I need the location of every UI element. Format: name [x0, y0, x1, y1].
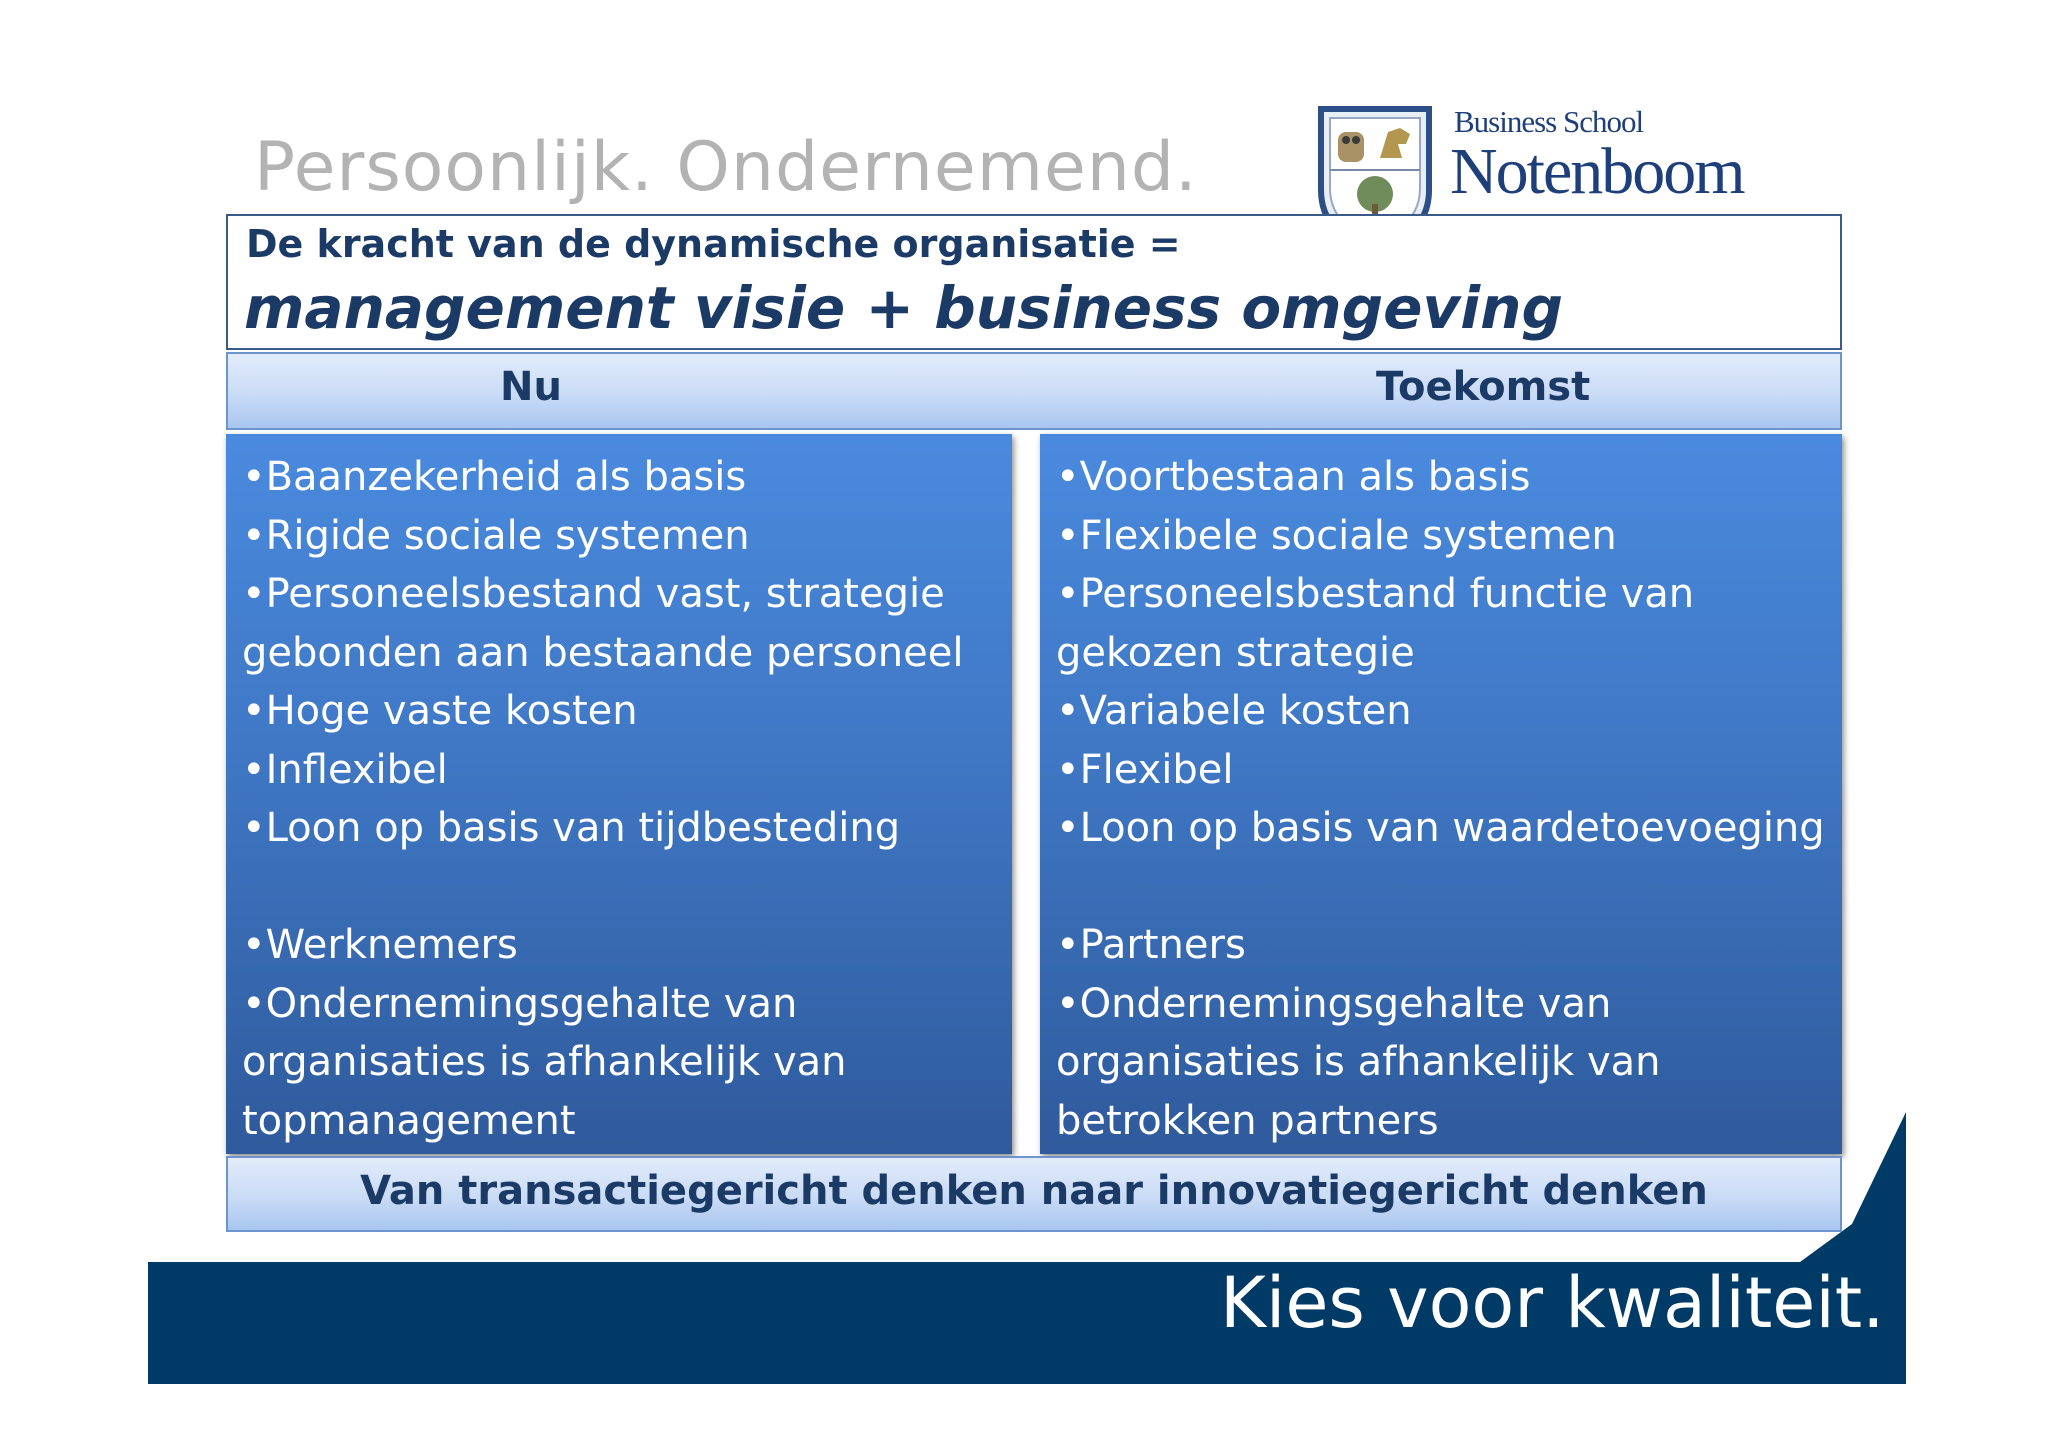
panel-line: gekozen strategie: [1056, 629, 1415, 676]
panel-line: •Flexibel: [1056, 746, 1234, 793]
panel-line: betrokken partners: [1056, 1097, 1439, 1144]
panel-line: •Loon op basis van tijdbesteding: [242, 805, 901, 851]
panel-line: •Variabele kosten: [1056, 688, 1412, 734]
title-line-2: management visie + business omgeving: [244, 274, 1563, 342]
panel-line: •Baanzekerheid als basis: [242, 454, 747, 500]
bottom-banner: [226, 1156, 1842, 1232]
panel-line: •Ondernemingsgehalte van: [242, 980, 798, 1027]
logo-subtitle: Business School: [1454, 104, 1644, 139]
column-header-nu: Nu: [500, 364, 562, 410]
panel-line: •Rigide sociale systemen: [242, 512, 750, 559]
panel-line: •Ondernemingsgehalte van: [1056, 980, 1612, 1027]
panel-line: topmanagement: [242, 1097, 576, 1144]
column-header-toekomst: Toekomst: [1376, 364, 1591, 410]
panel-line: organisaties is afhankelijk van: [242, 1039, 847, 1085]
panel-line: •Personeelsbestand functie van: [1056, 571, 1695, 617]
panel-line: •Werknemers: [242, 922, 518, 968]
tagline: Persoonlijk. Ondernemend.: [254, 128, 1198, 207]
panel-line: •Personeelsbestand vast, strategie: [242, 571, 945, 617]
title-line-1: De kracht van de dynamische organisatie =: [246, 222, 1181, 266]
panel-line: •Inflexibel: [242, 746, 448, 793]
logo-name: Notenboom: [1450, 135, 1744, 208]
panel-line: •Loon op basis van waardetoevoeging: [1056, 805, 1825, 851]
panel-line: gebonden aan bestaande personeel: [242, 629, 964, 676]
panel-line: •Flexibele sociale systemen: [1056, 512, 1617, 559]
panel-line: •Voortbestaan als basis: [1056, 454, 1531, 500]
bottom-banner-text: Van transactiegericht denken naar innovatiegericht denken: [360, 1168, 1708, 1214]
panel-line: •Hoge vaste kosten: [242, 688, 638, 734]
footer-slogan: Kies voor kwaliteit.: [1220, 1262, 1885, 1344]
panel-line: organisaties is afhankelijk van: [1056, 1039, 1661, 1085]
panel-line: •Partners: [1056, 922, 1246, 968]
